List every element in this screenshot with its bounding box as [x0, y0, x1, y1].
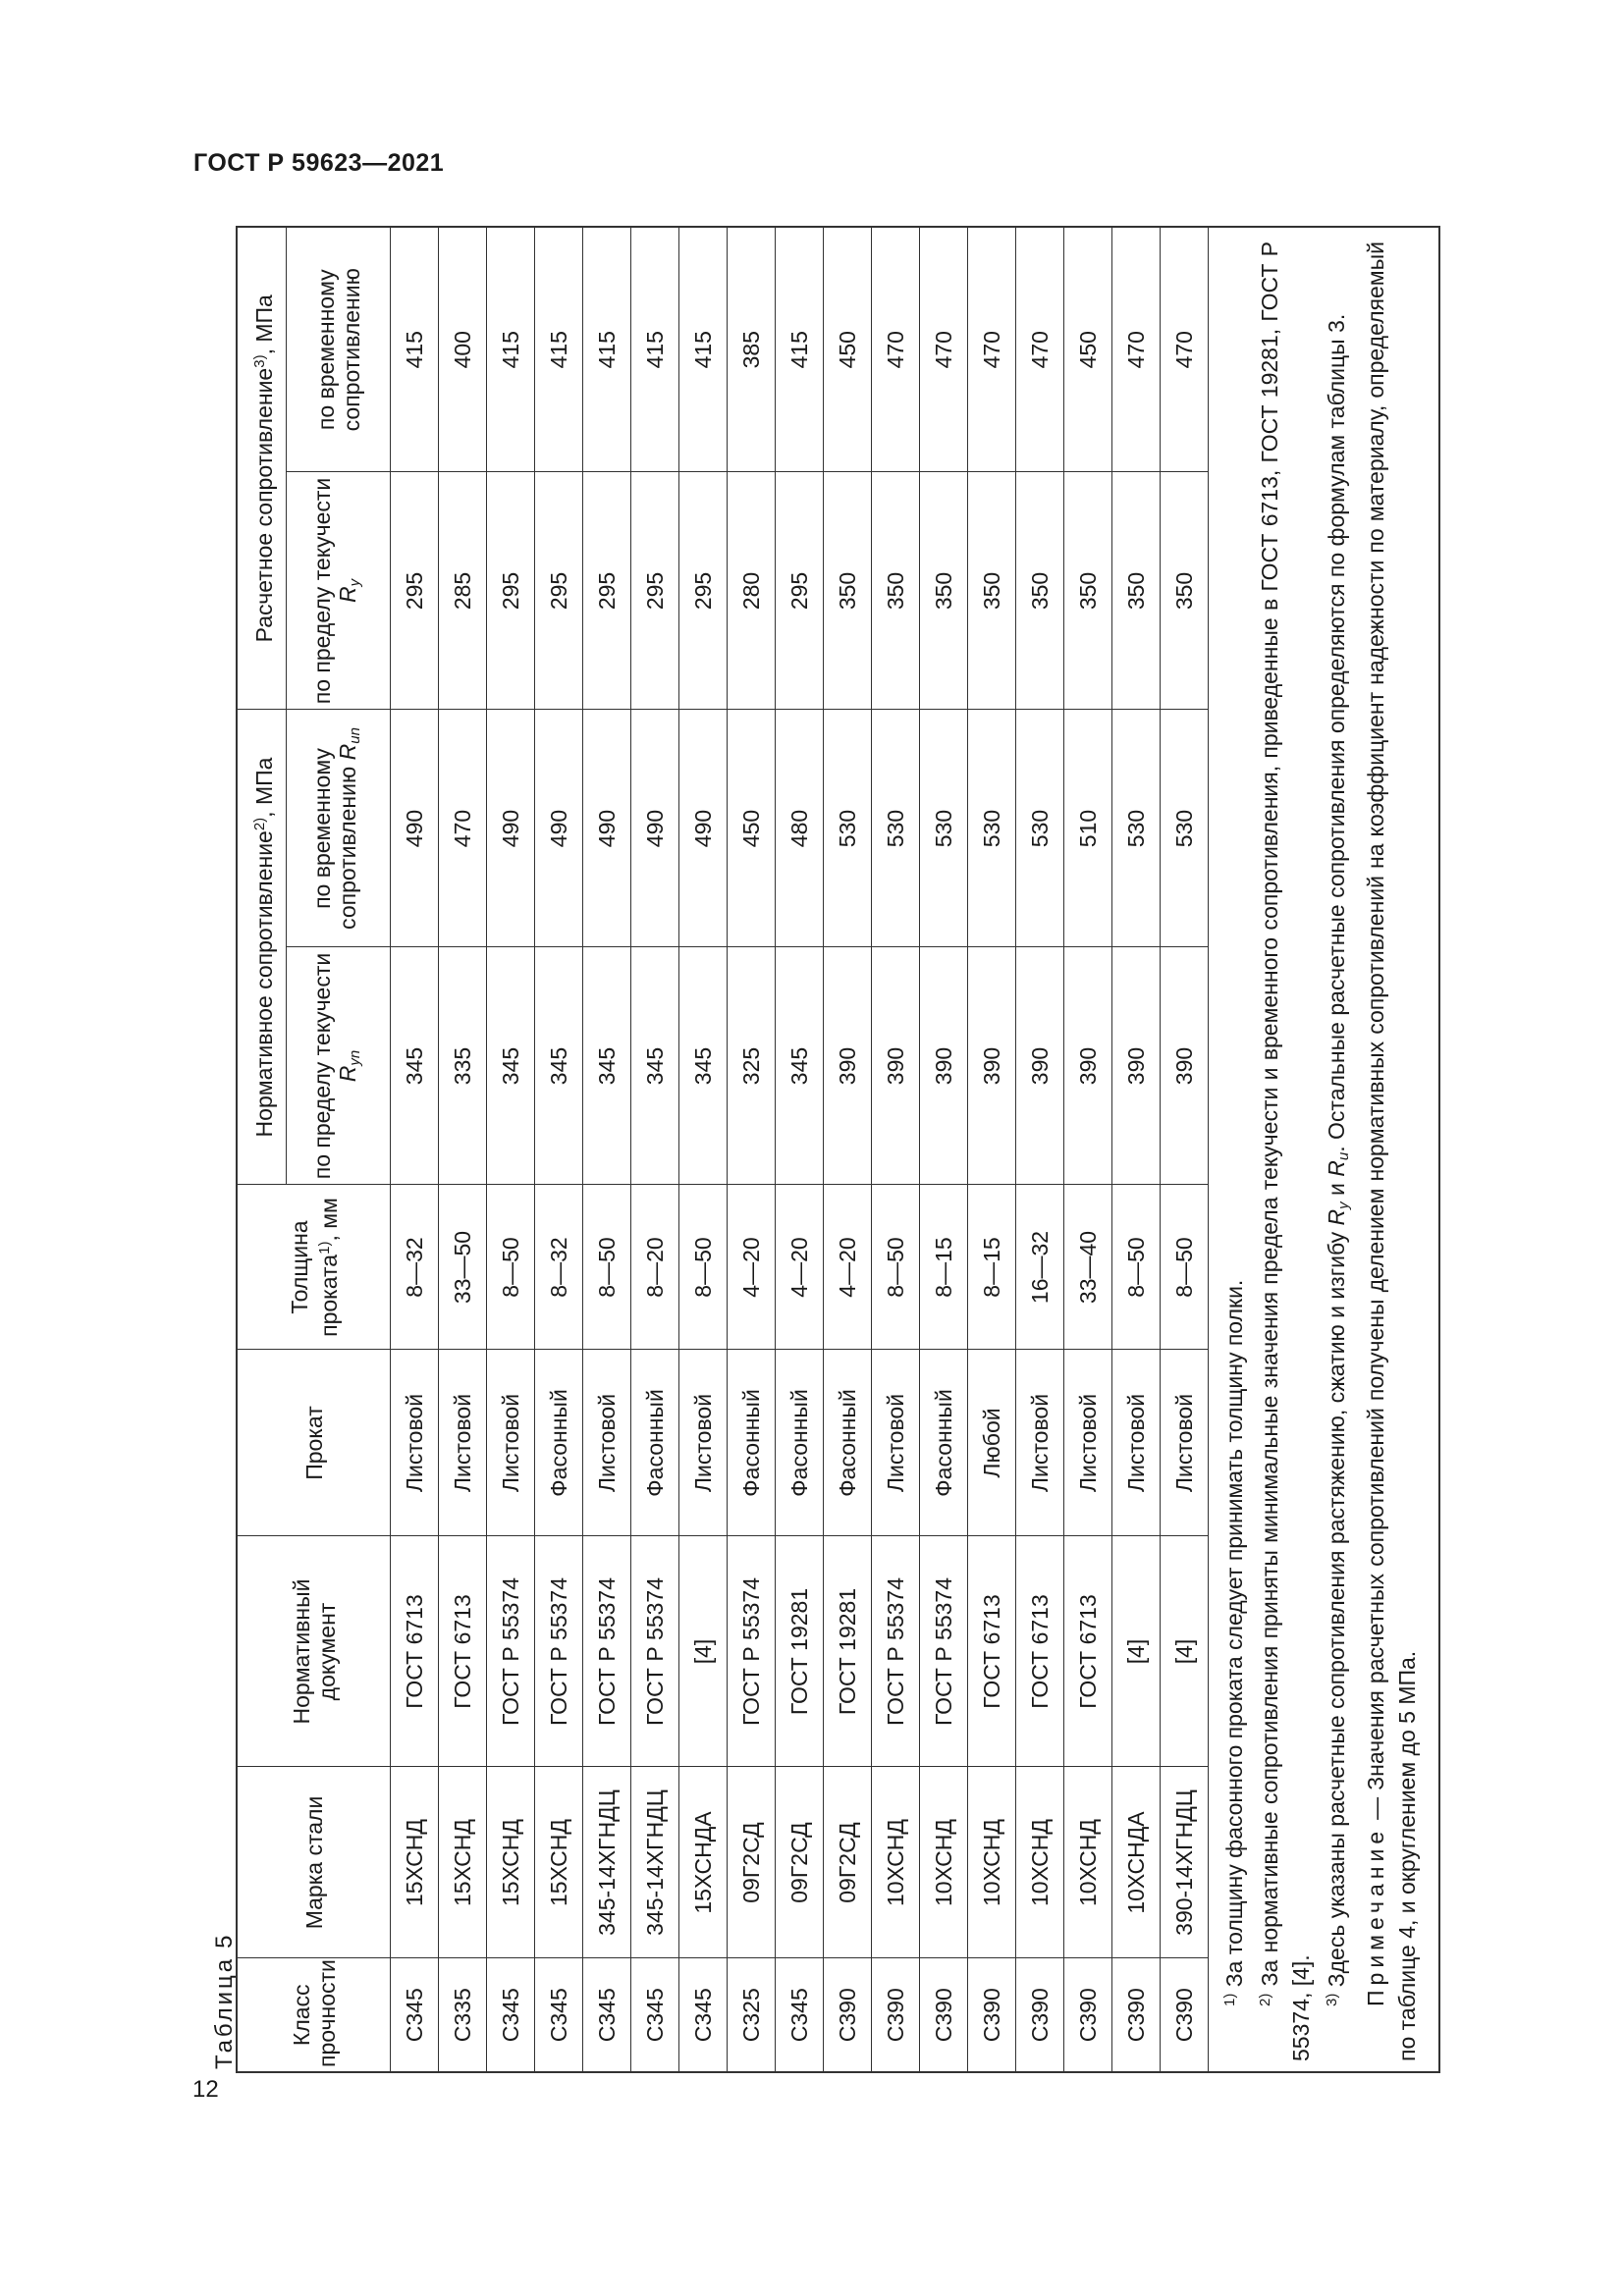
- cell-calc-yield: 295: [391, 472, 439, 710]
- cell-rolled: Листовой: [439, 1350, 487, 1536]
- cell-calc-yield: 350: [1161, 472, 1209, 710]
- table-row: [583, 228, 631, 2071]
- cell-calc-yield: 350: [920, 472, 968, 710]
- cell-norm-yield: 390: [1016, 947, 1064, 1185]
- cell-rolled: Листовой: [1161, 1350, 1209, 1536]
- cell-norm-yield: 390: [872, 947, 920, 1185]
- cell-norm-ultimate: 530: [1016, 710, 1064, 947]
- cell-class: С345: [487, 1958, 535, 2071]
- cell-thickness: 33—40: [1064, 1185, 1112, 1350]
- cell-calc-yield: 295: [487, 472, 535, 710]
- cell-doc: ГОСТ Р 55374: [631, 1536, 679, 1767]
- cell-grade: 10ХСНД: [872, 1767, 920, 1958]
- table-body: [391, 228, 1209, 2071]
- cell-grade: 390-14ХГНДЦ: [1161, 1767, 1209, 1958]
- table-row: [872, 228, 920, 2071]
- cell-doc: ГОСТ 6713: [968, 1536, 1016, 1767]
- col-header-norm-yield: по пределу текучести $R_{yn}$: [287, 947, 391, 1185]
- cell-calc-ultimate: 470: [968, 228, 1016, 472]
- col-header-doc: Нормативный документ: [238, 1536, 391, 1767]
- table-row: [824, 228, 872, 2071]
- cell-calc-yield: 350: [872, 472, 920, 710]
- cell-rolled: Листовой: [679, 1350, 728, 1536]
- cell-norm-ultimate: 530: [1112, 710, 1161, 947]
- cell-doc: ГОСТ Р 55374: [535, 1536, 583, 1767]
- table-row: [1161, 228, 1209, 2071]
- cell-rolled: Листовой: [1016, 1350, 1064, 1536]
- cell-norm-yield: 345: [583, 947, 631, 1185]
- cell-norm-yield: 390: [968, 947, 1016, 1185]
- cell-norm-ultimate: 450: [728, 710, 776, 947]
- cell-calc-yield: 350: [824, 472, 872, 710]
- cell-norm-yield: 345: [391, 947, 439, 1185]
- cell-norm-yield: 345: [535, 947, 583, 1185]
- table-row: [1112, 228, 1161, 2071]
- cell-grade: 15ХСНД: [487, 1767, 535, 1958]
- cell-doc: ГОСТ Р 55374: [920, 1536, 968, 1767]
- cell-grade: 10ХСНДА: [1112, 1767, 1161, 1958]
- cell-norm-yield: 345: [776, 947, 824, 1185]
- cell-grade: 09Г2СД: [776, 1767, 824, 1958]
- cell-rolled: Фасонный: [728, 1350, 776, 1536]
- cell-grade: 10ХСНД: [968, 1767, 1016, 1958]
- cell-thickness: 8—20: [631, 1185, 679, 1350]
- cell-calc-yield: 295: [583, 472, 631, 710]
- cell-calc-yield: 285: [439, 472, 487, 710]
- cell-calc-ultimate: 450: [1064, 228, 1112, 472]
- cell-calc-ultimate: 415: [631, 228, 679, 472]
- cell-rolled: Листовой: [872, 1350, 920, 1536]
- cell-norm-ultimate: 470: [439, 710, 487, 947]
- cell-grade: 15ХСНД: [391, 1767, 439, 1958]
- cell-calc-ultimate: 400: [439, 228, 487, 472]
- cell-class: С345: [583, 1958, 631, 2071]
- cell-calc-yield: 350: [1064, 472, 1112, 710]
- cell-norm-ultimate: 490: [391, 710, 439, 947]
- cell-thickness: 33—50: [439, 1185, 487, 1350]
- cell-norm-yield: 345: [679, 947, 728, 1185]
- table-row: [920, 228, 968, 2071]
- table-frame: [236, 226, 1440, 2073]
- col-header-calc-yield: по пределу текучести $R_y$: [287, 472, 391, 710]
- table-caption-label: Таблица: [211, 1955, 238, 2069]
- cell-doc: ГОСТ 6713: [391, 1536, 439, 1767]
- cell-calc-ultimate: 470: [1016, 228, 1064, 472]
- cell-calc-ultimate: 470: [872, 228, 920, 472]
- cell-rolled: Листовой: [1064, 1350, 1112, 1536]
- cell-norm-ultimate: 490: [535, 710, 583, 947]
- cell-class: С390: [1161, 1958, 1209, 2071]
- cell-norm-ultimate: 490: [487, 710, 535, 947]
- cell-class: С390: [968, 1958, 1016, 2071]
- cell-norm-ultimate: 480: [776, 710, 824, 947]
- cell-thickness: 8—50: [583, 1185, 631, 1350]
- cell-doc: ГОСТ Р 55374: [583, 1536, 631, 1767]
- cell-thickness: 8—50: [872, 1185, 920, 1350]
- group-header-calculated: Расчетное сопротивление$^{3)}$, МПа: [238, 228, 287, 710]
- cell-rolled: Листовой: [1112, 1350, 1161, 1536]
- cell-grade: 09Г2СД: [728, 1767, 776, 1958]
- cell-calc-ultimate: 415: [487, 228, 535, 472]
- table-notes: [1209, 228, 1423, 2071]
- cell-rolled: Фасонный: [920, 1350, 968, 1536]
- cell-class: С390: [1112, 1958, 1161, 2071]
- document-header: ГОСТ Р 59623—2021: [193, 149, 445, 177]
- cell-norm-yield: 345: [631, 947, 679, 1185]
- cell-class: С345: [535, 1958, 583, 2071]
- cell-calc-yield: 350: [1112, 472, 1161, 710]
- cell-norm-ultimate: 490: [679, 710, 728, 947]
- cell-thickness: 8—32: [535, 1185, 583, 1350]
- cell-rolled: Фасонный: [631, 1350, 679, 1536]
- table-row: [391, 228, 439, 2071]
- table-row: [1064, 228, 1112, 2071]
- footnote-1: $^{1)}$ За толщину фасонного проката следует принимать толщину полки.: [1221, 1279, 1247, 2006]
- table-row: [728, 228, 776, 2071]
- cell-norm-ultimate: 530: [1161, 710, 1209, 947]
- col-header-thickness: Толщина проката$^{1)}$, мм: [238, 1185, 391, 1350]
- cell-class: С345: [391, 1958, 439, 2071]
- col-header-calc-ultimate: по временному сопротивлению: [287, 228, 391, 472]
- cell-grade: 10ХСНД: [1016, 1767, 1064, 1958]
- cell-norm-ultimate: 530: [968, 710, 1016, 947]
- cell-calc-ultimate: 470: [1161, 228, 1209, 472]
- table-row: [535, 228, 583, 2071]
- cell-calc-ultimate: 470: [920, 228, 968, 472]
- cell-grade: 15ХСНД: [439, 1767, 487, 1958]
- cell-grade: 10ХСНД: [1064, 1767, 1112, 1958]
- cell-calc-ultimate: 415: [776, 228, 824, 472]
- cell-grade: 10ХСНД: [920, 1767, 968, 1958]
- cell-thickness: 8—50: [1112, 1185, 1161, 1350]
- cell-doc: ГОСТ 6713: [439, 1536, 487, 1767]
- col-header-grade: Марка стали: [238, 1767, 391, 1958]
- cell-norm-yield: 390: [1112, 947, 1161, 1185]
- cell-class: С390: [824, 1958, 872, 2071]
- table-caption-number: 5: [211, 1935, 238, 1949]
- cell-calc-yield: 350: [1016, 472, 1064, 710]
- cell-class: С335: [439, 1958, 487, 2071]
- cell-doc: [4]: [1112, 1536, 1161, 1767]
- table-note: Примечание — Значения расчетных сопротивлений получены делением нормативных сопротивлений на коэффициент надежности по материалу, определяемый по таблице 4, и округлением до 5 МПа.: [1363, 241, 1420, 2061]
- table-row: [439, 228, 487, 2071]
- cell-rolled: Листовой: [487, 1350, 535, 1536]
- cell-calc-ultimate: 415: [535, 228, 583, 472]
- cell-norm-yield: 335: [439, 947, 487, 1185]
- cell-thickness: 8—50: [487, 1185, 535, 1350]
- cell-thickness: 4—20: [728, 1185, 776, 1350]
- cell-thickness: 8—50: [679, 1185, 728, 1350]
- cell-class: С390: [1064, 1958, 1112, 2071]
- cell-thickness: 8—15: [968, 1185, 1016, 1350]
- cell-norm-ultimate: 490: [631, 710, 679, 947]
- cell-doc: [4]: [679, 1536, 728, 1767]
- cell-doc: ГОСТ Р 55374: [872, 1536, 920, 1767]
- cell-norm-yield: 390: [920, 947, 968, 1185]
- cell-calc-yield: 280: [728, 472, 776, 710]
- cell-rolled: Листовой: [391, 1350, 439, 1536]
- cell-grade: 15ХСНДА: [679, 1767, 728, 1958]
- cell-doc: ГОСТ 19281: [776, 1536, 824, 1767]
- rotated-table-page: [191, 228, 1438, 2073]
- cell-class: С390: [1016, 1958, 1064, 2071]
- cell-thickness: 8—15: [920, 1185, 968, 1350]
- cell-grade: 345-14ХГНДЦ: [631, 1767, 679, 1958]
- footnote-3: $^{3)}$ Здесь указаны расчетные сопротивления растяжению, сжатию и изгибу $R_y$ и $R_u$. Остальные расчетные сопротивления определяются по формулам таблицы 3.: [1324, 313, 1352, 2006]
- cell-rolled: Листовой: [583, 1350, 631, 1536]
- cell-norm-ultimate: 530: [872, 710, 920, 947]
- table-row: [1016, 228, 1064, 2071]
- cell-rolled: Фасонный: [824, 1350, 872, 1536]
- cell-norm-yield: 390: [1064, 947, 1112, 1185]
- cell-class: С345: [631, 1958, 679, 2071]
- cell-calc-ultimate: 450: [824, 228, 872, 472]
- cell-calc-yield: 350: [968, 472, 1016, 710]
- cell-class: С325: [728, 1958, 776, 2071]
- cell-doc: ГОСТ Р 55374: [728, 1536, 776, 1767]
- cell-calc-ultimate: 415: [679, 228, 728, 472]
- cell-norm-ultimate: 490: [583, 710, 631, 947]
- table-caption: [211, 1936, 239, 2069]
- cell-norm-ultimate: 530: [920, 710, 968, 947]
- table-row: [776, 228, 824, 2071]
- cell-calc-ultimate: 415: [583, 228, 631, 472]
- cell-doc: ГОСТ Р 55374: [487, 1536, 535, 1767]
- cell-doc: [4]: [1161, 1536, 1209, 1767]
- cell-thickness: 8—50: [1161, 1185, 1209, 1350]
- cell-doc: ГОСТ 6713: [1064, 1536, 1112, 1767]
- col-header-norm-ultimate: по временному сопротивлению $R_{un}$: [287, 710, 391, 947]
- table-row: [487, 228, 535, 2071]
- cell-calc-ultimate: 470: [1112, 228, 1161, 472]
- col-header-class: Класс прочности: [238, 1958, 391, 2071]
- cell-doc: ГОСТ 6713: [1016, 1536, 1064, 1767]
- cell-calc-yield: 295: [535, 472, 583, 710]
- cell-norm-yield: 390: [824, 947, 872, 1185]
- cell-grade: 09Г2СД: [824, 1767, 872, 1958]
- cell-calc-ultimate: 415: [391, 228, 439, 472]
- cell-rolled: Фасонный: [535, 1350, 583, 1536]
- col-header-rolled: Прокат: [238, 1350, 391, 1536]
- cell-calc-yield: 295: [776, 472, 824, 710]
- cell-norm-ultimate: 530: [824, 710, 872, 947]
- cell-grade: 15ХСНД: [535, 1767, 583, 1958]
- cell-calc-yield: 295: [631, 472, 679, 710]
- page-number: 12: [192, 2076, 219, 2103]
- cell-thickness: 4—20: [776, 1185, 824, 1350]
- cell-norm-ultimate: 510: [1064, 710, 1112, 947]
- cell-calc-yield: 295: [679, 472, 728, 710]
- cell-calc-ultimate: 385: [728, 228, 776, 472]
- cell-class: С345: [679, 1958, 728, 2071]
- resistance-table: [238, 228, 1209, 2071]
- cell-rolled: Фасонный: [776, 1350, 824, 1536]
- cell-thickness: 4—20: [824, 1185, 872, 1350]
- footnote-2: $^{2)}$ За нормативные сопротивления приняты минимальные значения предела текучести и временного сопротивления, приведенные в ГОСТ 6713, ГОСТ 19281, ГОСТ Р 55374, [4].: [1257, 241, 1314, 2061]
- table-row: [968, 228, 1016, 2071]
- cell-thickness: 16—32: [1016, 1185, 1064, 1350]
- cell-class: С390: [872, 1958, 920, 2071]
- table-row: [679, 228, 728, 2071]
- cell-class: С390: [920, 1958, 968, 2071]
- cell-norm-yield: 325: [728, 947, 776, 1185]
- table-row: [631, 228, 679, 2071]
- cell-thickness: 8—32: [391, 1185, 439, 1350]
- cell-class: С345: [776, 1958, 824, 2071]
- cell-norm-yield: 390: [1161, 947, 1209, 1185]
- group-header-normative: Нормативное сопротивление$^{2)}$, МПа: [238, 710, 287, 1185]
- cell-doc: ГОСТ 19281: [824, 1536, 872, 1767]
- cell-norm-yield: 345: [487, 947, 535, 1185]
- cell-rolled: Любой: [968, 1350, 1016, 1536]
- cell-grade: 345-14ХГНДЦ: [583, 1767, 631, 1958]
